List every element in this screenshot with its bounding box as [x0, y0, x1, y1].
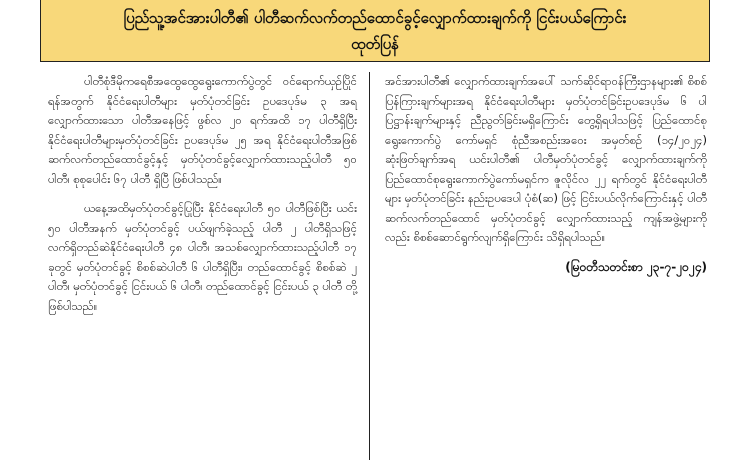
headline-line-1: ပြည်သူ့အင်အားပါတီ၏ ပါတီဆက်လက်တည်ထောင်ခွင့်လျှောက်ထားချက်ကို ငြင်းပယ်ကြောင်း — [123, 9, 627, 27]
source-citation: (မြဝတီသတင်းစာ ၂၃-၇-၂၀၂၄) — [565, 259, 707, 274]
headline-line-2: ထုတ်ပြန် — [351, 35, 399, 53]
left-column — [48, 72, 370, 460]
headline-box — [40, 0, 710, 62]
article-paragraph-1: ပါတီစုံဒီမိုကရေစီအထွေထွေရွေးကောက်ပွဲတွင် ဝင်ရောက်ယှဉ်ပြိုင်ရန်အတွက် နိုင်ငံရေးပါတီများ မှတ်ပုံတင်ခြင်း ဥပဒေပုဒ်မ ၃ အရ လျှောက်ထားသော ပါတီအနေဖြင့် ဖွစ်လ ၂၀ ရက်အထိ ၁၇ ပါတီရှိပြီး နိုင်ငံရေးပါတီများမှတ်ပုံတင်ခြင်း ဥပဒေပုဒ်မ ၂၅ အရ နိုင်ငံရေးပါတီအဖြစ် ဆက်လက်တည်ထောင်ခွင့်နှင့် မှတ်ပုံတင်ခွင့်လျှောက်ထားသည့်ပါတီ ၅၀ ပါတီ၊ စုစုပေါင်း ၆၇ ပါတီ ရှိပြီ ဖြစ်ပါသည်။ — [48, 74, 357, 186]
article-paragraph-3: အင်အားပါတီ၏ လျှောက်ထားချက်အပေါ် သက်ဆိုင်ရာဝန်ကြီးဌာနများ၏ စိစစ်ပြန်ကြားချက်များအရ နိုင်ငံရေးပါတီများ မှတ်ပုံတင်ခြင်းဥပဒေပုဒ်မ ၆ ပါ ပြဋ္ဌာန်းချက်များနှင့် ညီညွတ်ခြင်းမရှိကြောင်း တွေ့ရှိရပါသဖြင့် ပြည်ထောင်စုရွေးကောက်ပွဲ ကော်မရှင် စုံညီအစည်းအဝေး အမှတ်စဉ် (၁၄/၂၀၂၄) ဆုံးဖြတ်ချက်အရ ယင်းပါတီ၏ ပါတီမှတ်ပုံတင်ခွင့် လျှောက်ထားချက်ကို ပြည်ထောင်စုရွေးကောက်ပွဲကော်မရှင်က ဇူလိုင်လ ၂၂ ရက်တွင် နိုင်ငံရေးပါတီများ မှတ်ပုံတင်ခြင်း နည်းဥပဒေပါ ပုံစံ(ဆ) ဖြင့် ငြင်းပယ်လိုက်ကြောင်းနှင့် ပါတီဆက်လက်တည်ထောင် မှတ်ပုံတင်ခွင့် လျှောက်ထားသည့် ကျန်အဖွဲ့များကိုလည်း စိစစ်ဆောင်ရွက်လျက်ရှိကြောင်း သိရှိရပါသည်။ — [385, 74, 707, 244]
article-paragraph-2: ယနေ့အထိမှတ်ပုံတင်ခွင့်ပြုပြီး နိုင်ငံရေးပါတီ ၅၀ ပါတီဖြစ်ပြီး ယင်း ၅၀ ပါတီအနက် မှတ်ပုံတင်ခွင့် ပယ်ဖျက်ခဲ့သည့် ပါတီ ၂ ပါတီရှိသဖြင့် လက်ရှိတည်ဆဲနိုင်ငံရေးပါတီ ၄၈ ပါတီ၊ အသစ်လျှောက်ထားသည့်ပါတီ ၁၇ ခုတွင် မှတ်ပုံတင်ခွင့် စိစစ်ဆဲပါတီ ၆ ပါတီရှိပြီး၊ တည်ထောင်ခွင့် စိစစ်ဆဲ ၂ ပါတီ၊ မှတ်ပုံတင်ခွင့် ငြင်းပယ် ၆ ပါတီ၊ တည်ထောင်ခွင့် ငြင်းပယ် ၃ ပါတီ တို့ ဖြစ်ပါသည်။ — [48, 201, 357, 313]
right-column — [385, 72, 707, 277]
